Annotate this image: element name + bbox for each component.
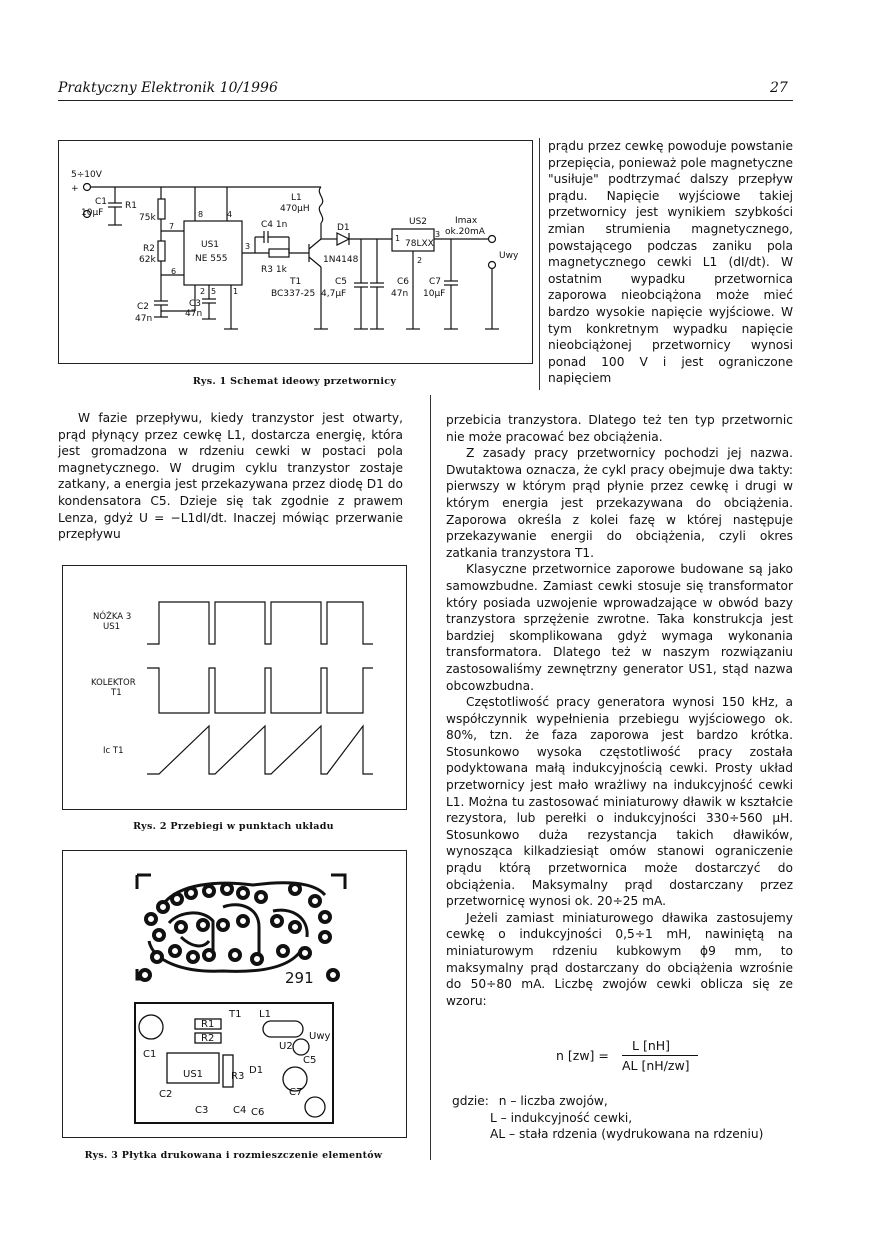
pin-8: 8 — [198, 210, 204, 219]
right-paragraph-4: Częstotliwość pracy generatora wynosi 150 kHz, a współczynnik wypełnienia przebiegu wyjściowego ok. 80%, tzn. że faza zaporowa jest bardzo krótka. Stosunkowo wysoka częstotliwość pracy została podyktowana małą indukcyjnością cewki. Prosty układ przetwornicy jest mało wrażliwy na indukcyjność cewki L1. Można tu zastosować miniaturowy dławik w kształcie rezystora, lub perełki o indukcyjności 330÷560 µH. Stosunkowo duża rezystancja takich dławików, wynosząca kilkadziesiąt omów stanowi ograniczenie prądu którą przetwornica może dostarczyć do obciążenia. Maksymalny prąd dostarczany przez przetwornicę wynosi ok. 20÷25 mA. — [446, 695, 793, 909]
label-c6: C6 — [397, 277, 410, 287]
label-c1: C1 — [95, 197, 108, 207]
part-c5: C5 — [303, 1055, 317, 1066]
legend-where: gdzie: — [452, 1094, 489, 1108]
pcb-drawing — [63, 851, 406, 1137]
formula — [556, 1038, 756, 1078]
label-c2-value: 47n — [135, 314, 153, 324]
label-c4: C4 1n — [261, 220, 288, 230]
label-c3: C3 — [189, 299, 202, 309]
label-r2-value: 62k — [139, 255, 156, 265]
part-us1: US1 — [183, 1069, 204, 1080]
journal-title: Praktyczny Elektronik 10/1996 — [58, 80, 278, 96]
formula-numerator: L [nH] — [632, 1038, 671, 1053]
label-r3: R3 1k — [261, 265, 287, 275]
label-t1-value: BC337-25 — [271, 289, 316, 299]
legend-item-al: AL – stała rdzenia (wydrukowana na rdzeniu) — [490, 1127, 764, 1142]
wave3-label: Ic T1 — [103, 746, 124, 756]
legend-item-n: n – liczba zwojów, — [498, 1094, 608, 1108]
part-t1: T1 — [229, 1009, 242, 1020]
formula-fraction-bar — [622, 1055, 698, 1056]
wave2-label-line1: KOLEKTOR — [91, 678, 136, 688]
left-paragraph-text: W fazie przepływu, kiedy tranzystor jest otwarty, prąd płynący przez cewkę L1, dostarcza energię, która jest gromadzona w rdzeniu cewki w postaci pola magnetycznego. W drugim cyklu tranzystor zostaje zatkany, a energia jest przekazywana przez diodę D1 do kondensatora C5. Dzieje się tak zgodnie z prawem Lenza, gdyż U = −L1dI/dt. Inaczej mówiąc przerwanie przepływu — [58, 411, 403, 542]
label-us2-value: 78LXX — [405, 239, 434, 249]
part-r2: R2 — [201, 1033, 215, 1044]
label-d1-value: 1N4148 — [323, 255, 359, 265]
left-paragraph — [58, 410, 403, 543]
label-supply: 5÷10V — [71, 170, 102, 180]
page-number: 27 — [770, 80, 788, 96]
label-us1: US1 — [201, 240, 220, 250]
right-top-paragraph: prądu przez cewkę powoduje powstanie przepięcia, ponieważ pole magnetyczne "usiłuje" podtrzymać dalszy przepływ prądu. Napięcie wyjściowe takiej przetwornicy jest wynikiem szybkości zmian strumienia magnetycznego, powstającego podczas zaniku pola magnetycznego cewki L1 (dI/dt). W ostatnim wypadku przetwornica zaporowa nieobciążona może mieć bardzo wysokie napięcie wyjściowe. W tym konkretnym wypadku napięcie nieobciążonej przetwornicy wynosi ponad 100 V i jest ograniczone napięciem — [548, 139, 793, 386]
wave1-pin3-square — [147, 602, 373, 644]
label-r2: R2 — [143, 244, 155, 254]
formula-legend — [452, 1093, 792, 1143]
pin-7: 7 — [169, 222, 175, 231]
label-l1: L1 — [291, 193, 302, 203]
figure-1-caption: Rys. 1 Schemat ideowy przetwornicy — [192, 376, 397, 387]
label-imax-value: ok.20mA — [445, 227, 485, 237]
header-rule — [58, 100, 793, 101]
label-c7: C7 — [429, 277, 442, 287]
label-ne555: NE 555 — [195, 254, 228, 264]
figure-3-pcb — [62, 850, 407, 1138]
figure-2-waveforms — [62, 565, 407, 810]
label-d1: D1 — [337, 223, 350, 233]
part-r1: R1 — [201, 1019, 215, 1030]
legend-item-l: L – indukcyjność cewki, — [490, 1110, 633, 1125]
pin-4: 4 — [227, 210, 233, 219]
component-outlines — [139, 1015, 325, 1117]
label-us2: US2 — [409, 217, 428, 227]
label-imax: Imax — [455, 216, 478, 226]
label-c3-value: 47n — [185, 309, 203, 319]
pcb-number: 291 — [285, 969, 314, 987]
right-column-text — [446, 412, 793, 1009]
label-l1-value: 470µH — [280, 204, 310, 214]
figure-2-caption: Rys. 2 Przebiegi w punktach układu — [133, 821, 334, 832]
label-plus: + — [71, 184, 79, 194]
column-divider-top — [539, 138, 540, 390]
pin-1: 1 — [233, 287, 239, 296]
formula-lhs: n [zw] = — [556, 1048, 609, 1063]
label-c6-value: 47n — [391, 289, 409, 299]
us2-pin-2: 2 — [417, 256, 423, 265]
label-c2: C2 — [137, 302, 150, 312]
right-paragraph-1: przebicia tranzystora. Dlatego też ten typ przetwornic nie może pracować bez obciążenia. — [446, 413, 793, 444]
formula-denominator: AL [nH/zw] — [622, 1058, 690, 1073]
figure-3-caption: Rys. 3 Płytka drukowana i rozmieszczenie elementów — [84, 1150, 383, 1161]
label-c5: C5 — [335, 277, 348, 287]
right-paragraph-5: Jeżeli zamiast miniaturowego dławika zastosujemy cewkę o indukcyjności 0,5÷1 mH, nawiniętą na miniaturowym rdzeniu kubkowym ϕ9 mm, to maksymalny prąd dostarczany do obciążenia wzrośnie do 50÷80 mA. Liczbę zwojów cewki oblicza się ze wzoru: — [446, 910, 793, 1008]
part-c3: C3 — [195, 1105, 209, 1116]
part-r3: R3 — [231, 1071, 245, 1082]
label-uwy: Uwy — [499, 251, 519, 261]
pin-6: 6 — [171, 267, 177, 276]
label-r1: R1 — [125, 201, 137, 211]
wave3-current-sawtooth — [147, 726, 373, 774]
legend-row-1 — [452, 1093, 792, 1110]
waveform-drawing — [63, 566, 406, 809]
pin-3: 3 — [245, 242, 251, 251]
wave1-label-line2: US1 — [103, 622, 121, 632]
us2-pin-3: 3 — [435, 230, 441, 239]
pin-2: 2 — [200, 287, 206, 296]
schematic-drawing — [59, 141, 532, 363]
part-c1: C1 — [143, 1049, 157, 1060]
part-c6: C6 — [251, 1107, 265, 1118]
label-r1-value: 75k — [139, 213, 156, 223]
right-paragraph-3: Klasyczne przetwornice zaporowe budowane są jako samowzbudne. Zamiast cewki stosuje się transformator który posiada uzwojenie wprowadzające w obwód bazy tranzystora sprzężenie zwrotne. Taka konstrukcja jest bardziej skomplikowana gdyż wymaga wykonania transformatora. Dlatego też w naszym rozwiązaniu zastosowaliśmy zewnętrzny generator US1, stąd nazwa obcowzbudna. — [446, 562, 793, 693]
us2-pin-1: 1 — [395, 234, 401, 243]
pin-5: 5 — [211, 287, 217, 296]
column-divider — [430, 395, 431, 1160]
label-c1-value: 10µF — [81, 208, 104, 218]
part-c4: C4 — [233, 1105, 247, 1116]
wave2-collector-square — [147, 668, 373, 713]
part-u2: U2 — [279, 1041, 293, 1052]
part-d1: D1 — [249, 1065, 264, 1076]
figure-1-schematic — [58, 140, 533, 364]
label-t1: T1 — [290, 277, 302, 287]
label-c7-value: 10µF — [423, 289, 446, 299]
part-l1: L1 — [259, 1009, 271, 1020]
part-uwy: Uwy — [309, 1031, 331, 1042]
part-c7: C7 — [289, 1087, 303, 1098]
label-c5-value: 4,7µF — [321, 289, 347, 299]
wave1-label-line1: NÓŻKA 3 — [93, 612, 132, 622]
wave2-label-line2: T1 — [111, 688, 122, 698]
right-paragraph-2: Z zasady pracy przetwornicy pochodzi jej nazwa. Dwutaktowa oznacza, że cykl pracy obejmuje dwa takty: pierwszy w którym prąd płynie przez cewkę i drugi w którym energia jest przekazywana do obciążenia. Zaporowa określa z kolei fazę w której następuje przekazywanie energii do obciążenia, czyli okres zatkania tranzystora T1. — [446, 446, 793, 560]
part-c2: C2 — [159, 1089, 173, 1100]
